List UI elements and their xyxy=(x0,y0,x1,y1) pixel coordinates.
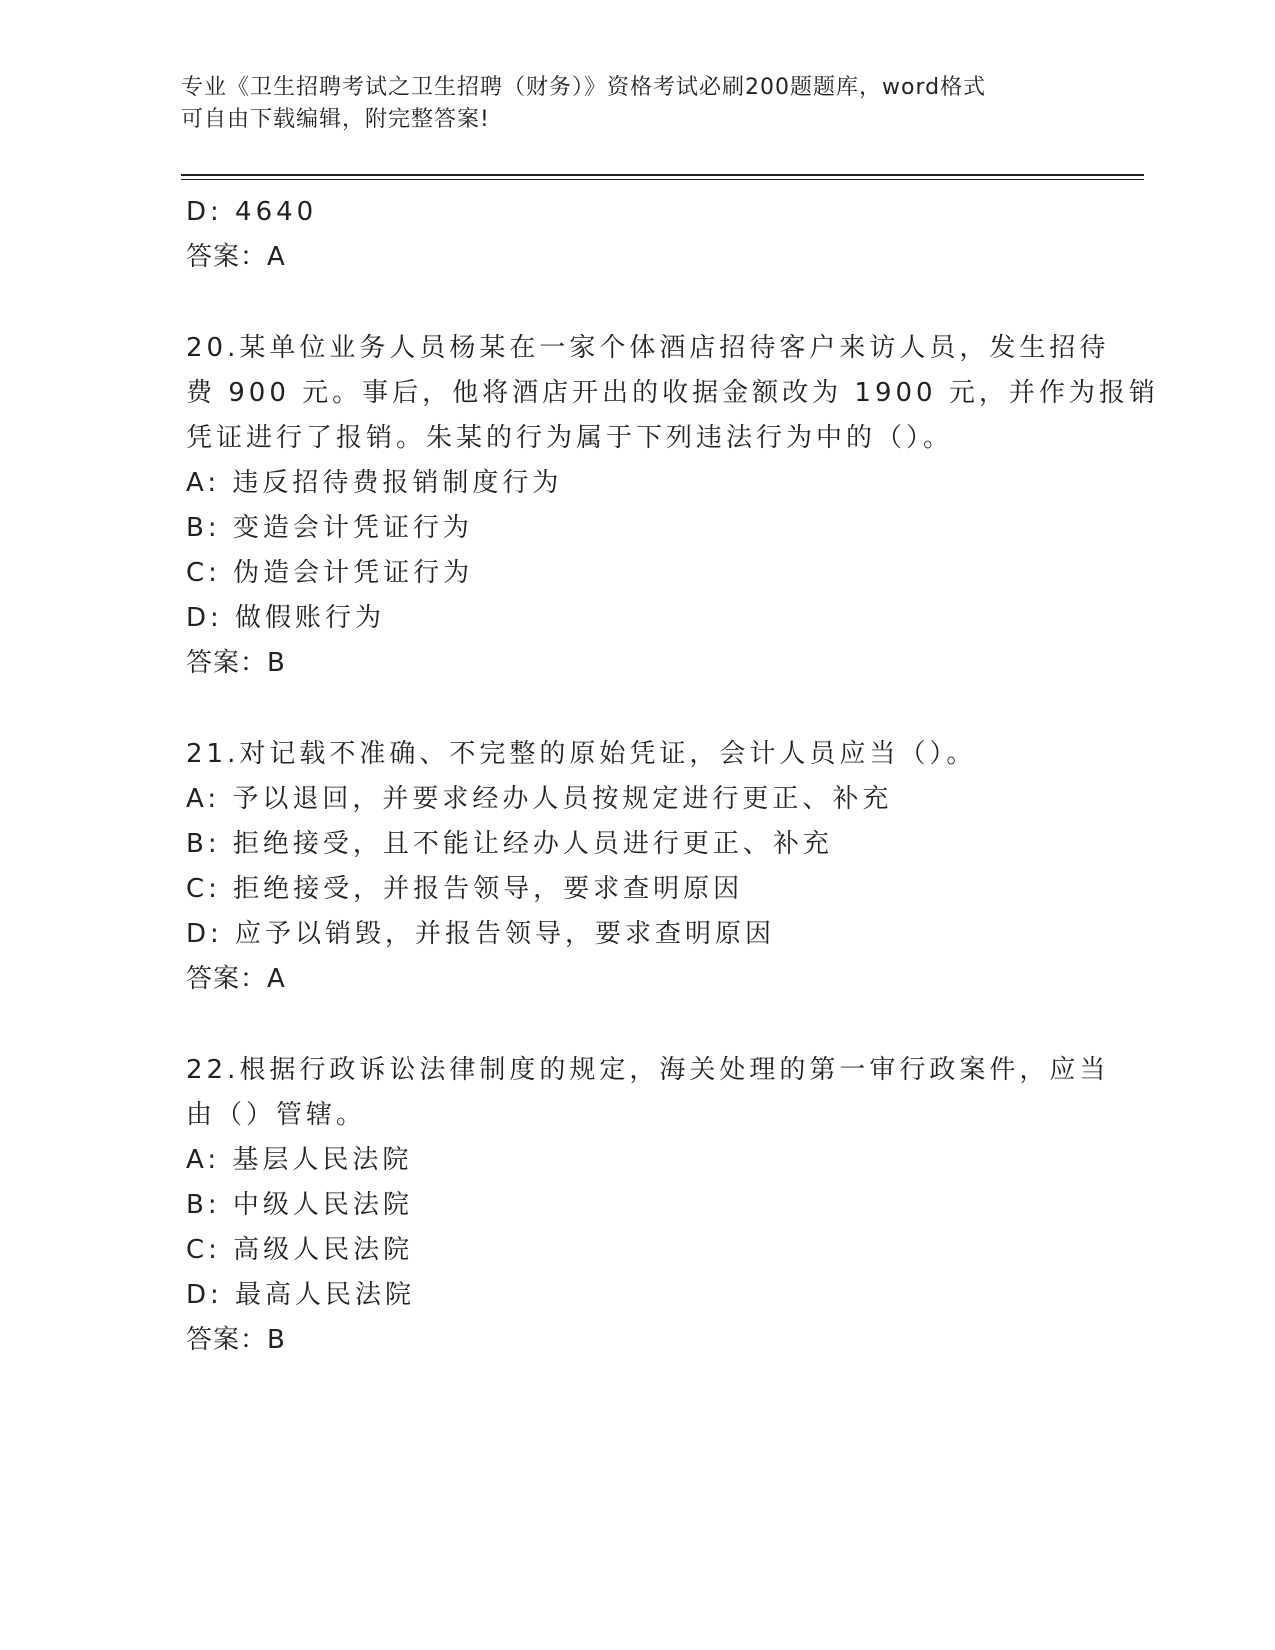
continued-question xyxy=(186,190,1086,280)
option-c: C: 伪造会计凭证行为 xyxy=(186,558,474,588)
question-20 xyxy=(186,326,1159,686)
answer-line: 答案：B xyxy=(186,1325,286,1355)
question-22 xyxy=(186,1048,1110,1363)
question-stem-line: 凭证进行了报销。朱某的行为属于下列违法行为中的（）。 xyxy=(186,423,954,453)
option-d: D: 应予以销毁，并报告领导，要求查明原因 xyxy=(186,919,776,949)
spacer xyxy=(186,280,1086,326)
spacer xyxy=(186,686,1086,732)
spacer xyxy=(186,1002,1086,1048)
answer-line: 答案：A xyxy=(186,242,286,272)
header-rule-thin xyxy=(181,179,1144,180)
question-stem-line: 20.某单位业务人员杨某在一家个体酒店招待客户来访人员，发生招待 xyxy=(186,333,1110,363)
header-line-1: 专业《卫生招聘考试之卫生招聘（财务）》资格考试必刷200题题库，word格式 xyxy=(181,75,987,100)
header-rule-thick xyxy=(181,174,1144,176)
option-d: D: 做假账行为 xyxy=(186,603,386,633)
option-c: C: 高级人民法院 xyxy=(186,1235,414,1265)
option-d: D: 4640 xyxy=(186,197,318,227)
option-a: A: 予以退回，并要求经办人员按规定进行更正、补充 xyxy=(186,784,893,814)
option-c: C: 拒绝接受，并报告领导，要求查明原因 xyxy=(186,874,744,904)
question-list xyxy=(186,190,1159,1363)
document-header xyxy=(181,72,1051,136)
option-d: D: 最高人民法院 xyxy=(186,1280,416,1310)
question-21 xyxy=(186,732,1086,1002)
answer-line: 答案：A xyxy=(186,964,286,994)
question-stem-line: 费 900 元。事后，他将酒店开出的收据金额改为 1900 元，并作为报销 xyxy=(186,378,1159,408)
option-a: A: 基层人民法院 xyxy=(186,1145,413,1175)
option-b: B: 变造会计凭证行为 xyxy=(186,513,473,543)
answer-line: 答案：B xyxy=(186,648,286,678)
question-stem-line: 21.对记载不准确、不完整的原始凭证，会计人员应当（）。 xyxy=(186,739,977,769)
header-line-2: 可自由下载编辑，附完整答案! xyxy=(181,107,490,132)
question-stem-line: 22.根据行政诉讼法律制度的规定，海关处理的第一审行政案件，应当 xyxy=(186,1055,1110,1085)
option-a: A: 违反招待费报销制度行为 xyxy=(186,468,563,498)
option-b: B: 拒绝接受，且不能让经办人员进行更正、补充 xyxy=(186,829,833,859)
question-stem-line: 由（）管辖。 xyxy=(186,1100,367,1130)
option-b: B: 中级人民法院 xyxy=(186,1190,413,1220)
